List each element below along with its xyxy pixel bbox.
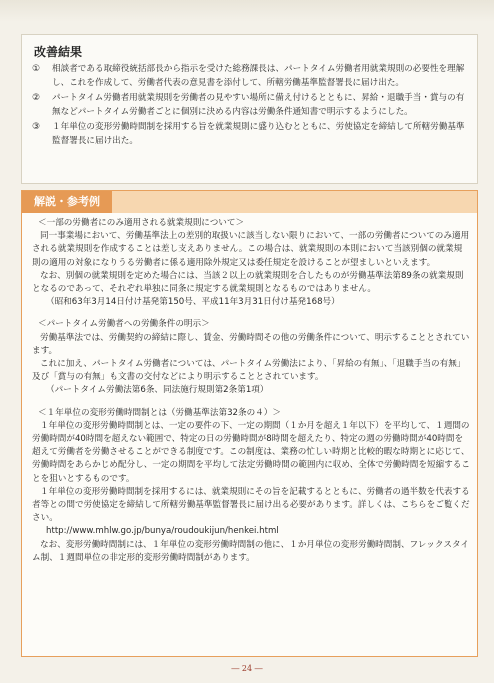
page-top-band: [0, 0, 494, 22]
item-text: 相談者である取締役統括部長から指示を受けた総務課長は、パートタイム労働者用就業規則の必要性を理解し、これを作成して、労働者代表の意見書を添付して、所轄労働基準監督署長に届け出た。: [52, 64, 465, 89]
explanation-header: [22, 191, 477, 213]
improvement-title: 改善結果: [34, 45, 83, 59]
reference-url: http://www.mhlw.go.jp/bunya/roudoukijun/henkei.html: [46, 526, 279, 537]
item-text: １年単位の変形労働時間制を採用する旨を就業規則に盛り込むとともに、労使協定を締結して所轄労働基準監督署長に届け出た。: [52, 122, 465, 147]
reference-note: （パートタイム労働法第6条、同法施行規則第2条第1項）: [46, 385, 269, 396]
section-part-time-conditions: [32, 318, 470, 397]
improvement-box: [21, 34, 478, 184]
explanation-body: [32, 217, 470, 574]
item-number: ③: [32, 122, 41, 133]
improvement-list: [32, 62, 472, 150]
section-heading: ＜１年単位の変形労働時間制とは（労働基準法第32条の４）＞: [38, 407, 281, 418]
explanation-box: [21, 190, 478, 657]
explanation-label: 解説・参考例: [22, 191, 112, 213]
item-number: ①: [32, 64, 41, 74]
reference-note: （昭和63年3月14日付け基発第150号、平成11年3月31日付け基発168号）: [46, 297, 340, 308]
paragraph: これに加え、パートタイム労働者については、パートタイム労働法により、「昇給の有無」、「退職手当の有無」及び「賞与の有無」も文書の交付などにより明示することとされています。: [32, 359, 466, 383]
paragraph: なお、別個の就業規則を定めた場合には、当該２以上の就業規則を合したものが労働基準法第89条の就業規則となるのであって、それぞれ単独に同条に規定する就業規則となるものではありません。: [32, 270, 464, 295]
paragraph: 労働基準法では、労働契約の締結に際し、賃金、労働時間その他の労働条件について、明示することとされています。: [32, 332, 470, 356]
section-heading: ＜一部の労働者にのみ適用される就業規則について＞: [38, 218, 245, 228]
closing-paragraph: なお、変形労働時間制には、１年単位の変形労働時間制の他に、１か月単位の変形労働時間制、フレックスタイム制、１週間単位の非定形的変形労働時間制があります。: [32, 539, 470, 563]
improvement-item: [32, 62, 472, 90]
improvement-item: [32, 120, 472, 148]
paragraph: １年単位の変形労働時間制とは、一定の要件の下、一定の期間（１か月を超え１年以下）を平均して、１週間の労働時間が40時間を超えない範囲で、特定の日の労働時間が8時間を超えたり、特定の週の労働時間が40時間を超えて労働者を労働させることができる制度です。この制度は、業務の忙しい時期と比較的暇な時期とに応じて、労働時間をあらかじめ配分し、一定の期間を平均して法定労働時間の範囲内に収め、全体で労働時間を短縮することを狙いとするものです。: [32, 420, 470, 484]
paragraph: 同一事業場において、労働基準法上の差別的取扱いに該当しない限りにおいて、一部の労働者についてのみ適用される就業規則を作成することは差し支えありません。この場合は、就業規則の本則において当該別個の就業規則の適用の対象になりうる労働者に係る適用除外規定又は委任規定を設けることが望ましいといえます。: [32, 231, 470, 268]
page-number: ― 24 ―: [231, 664, 263, 673]
improvement-item: [32, 91, 472, 119]
item-number: ②: [32, 93, 41, 104]
paragraph: １年単位の変形労働時間制を採用するには、就業規則にその旨を記載するとともに、労働者の過半数を代表する者等との間で労使協定を締結して所轄労働基準監督署長に届け出る必要があります。詳しくは、こちらをご覧ください。: [32, 486, 470, 524]
item-text: パートタイム労働者用就業規則を労働者の見やすい場所に備え付けるとともに、昇給・退職手当・賞与の有無などパートタイム労働者ごとに個別に決める内容は労働条件通知書で明示するようにした。: [52, 93, 465, 118]
section-partial-rules: [32, 217, 470, 309]
section-variable-hours: [32, 407, 470, 565]
section-heading: ＜パートタイム労働者への労働条件の明示＞: [38, 319, 210, 330]
